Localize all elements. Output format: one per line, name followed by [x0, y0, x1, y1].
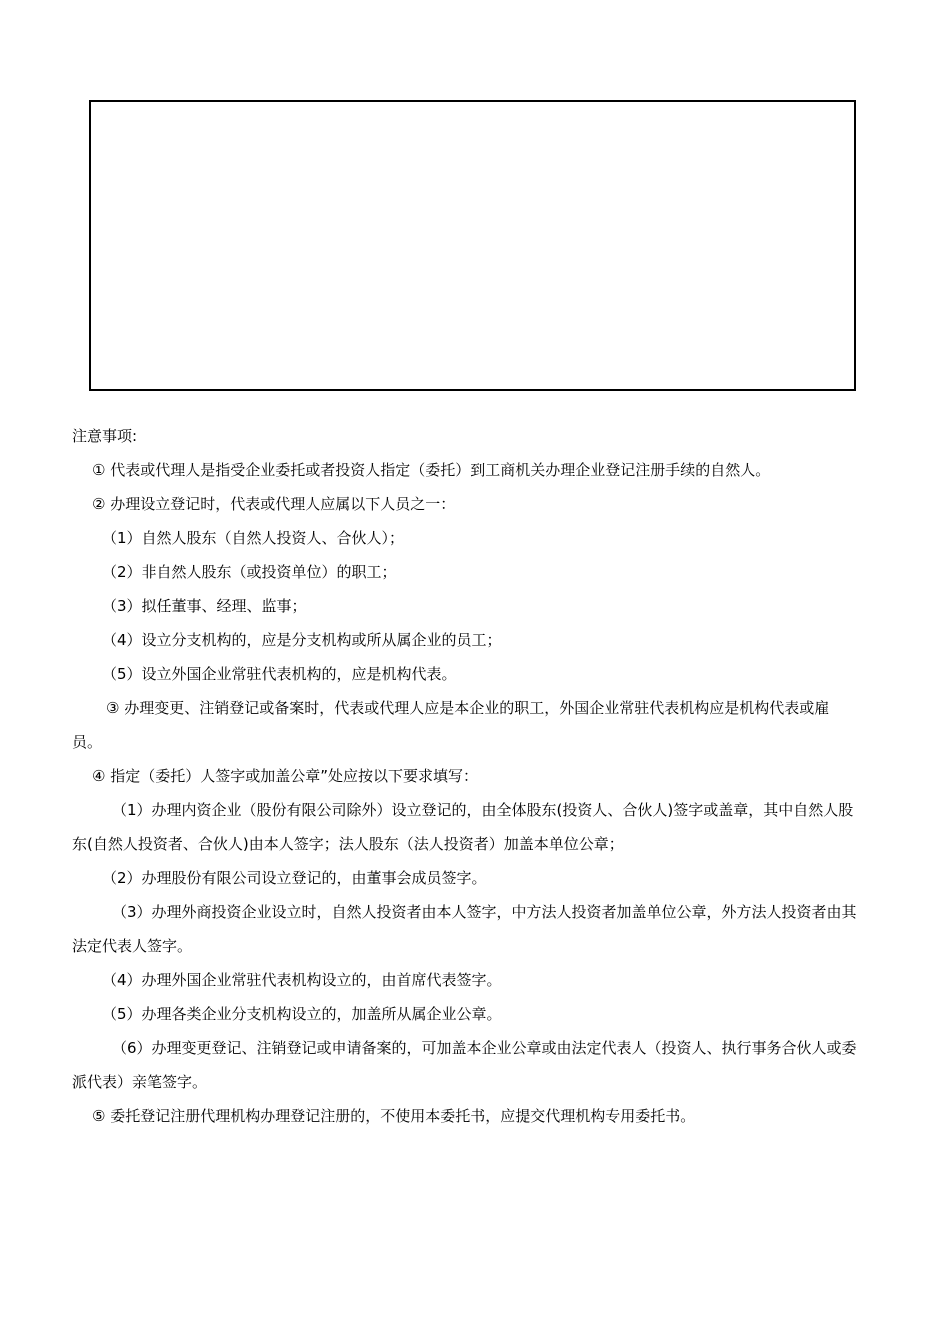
note-item-5: ⑤ 委托登记注册代理机构办理登记注册的，不使用本委托书，应提交代理机构专用委托书。 [92, 1107, 696, 1125]
note-subitem-4-3: （3）办理外商投资企业设立时，自然人投资者由本人签字，中方法人投资者加盖单位公章，外方法人投资者由其法定代表人签字。 [72, 903, 857, 955]
note-subitem-2-3: （3）拟任董事、经理、监事； [102, 597, 307, 615]
note-subitem-2-5: （5）设立外国企业常驻代表机构的，应是机构代表。 [102, 665, 457, 683]
note-subitem-2-1: （1）自然人股东（自然人投资人、合伙人）； [102, 529, 405, 547]
note-item-2: ② 办理设立登记时，代表或代理人应属以下人员之一： [92, 495, 456, 513]
note-subitem-2-4: （4）设立分支机构的，应是分支机构或所从属企业的员工； [102, 631, 502, 649]
note-item-4: ④ 指定（委托）人签字或加盖公章”处应按以下要求填写： [92, 767, 478, 785]
note-subitem-4-6: （6）办理变更登记、注销登记或申请备案的，可加盖本企业公章或由法定代表人（投资人、执行事务合伙人或委派代表）亲笔签字。 [72, 1039, 857, 1091]
note-subitem-4-1: （1）办理内资企业（股份有限公司除外）设立登记的，由全体股东(投资人、合伙人)签字或盖章，其中自然人股东(自然人投资者、合伙人)由本人签字；法人股东（法人投资者）加盖本单位公章； [72, 801, 854, 853]
note-item-1: ① 代表或代理人是指受企业委托或者投资人指定（委托）到工商机关办理企业登记注册手续的自然人。 [92, 461, 771, 479]
note-subitem-4-2: （2）办理股份有限公司设立登记的，由董事会成员签字。 [102, 869, 487, 887]
note-subitem-2-2: （2）非自然人股东（或投资单位）的职工； [102, 563, 397, 581]
notes-section [72, 419, 858, 1133]
signature-box [89, 100, 856, 391]
note-subitem-4-5: （5）办理各类企业分支机构设立的，加盖所从属企业公章。 [102, 1005, 502, 1023]
notes-heading: 注意事项: [72, 427, 138, 445]
note-item-3: ③ 办理变更、注销登记或备案时，代表或代理人应是本企业的职工，外国企业常驻代表机构应是机构代表或雇员。 [72, 699, 830, 751]
note-subitem-4-4: （4）办理外国企业常驻代表机构设立的，由首席代表签字。 [102, 971, 502, 989]
